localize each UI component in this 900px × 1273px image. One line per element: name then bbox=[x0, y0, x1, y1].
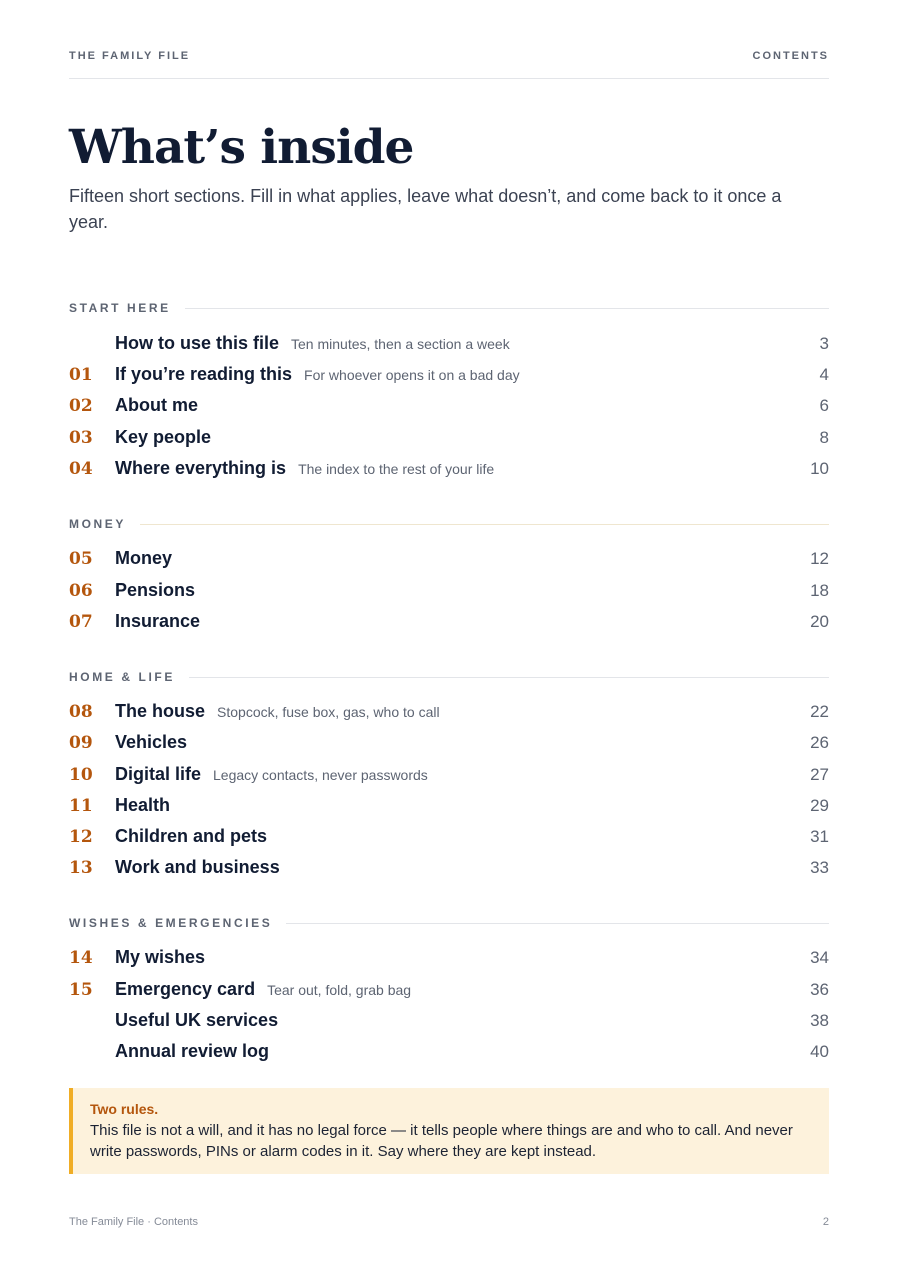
toc-page-number: 3 bbox=[819, 334, 829, 353]
toc-title: My wishes bbox=[115, 947, 206, 967]
toc-entry-children-and-pets[interactable] bbox=[69, 826, 829, 852]
section-label: MONEY bbox=[69, 517, 127, 531]
toc-title: The house bbox=[115, 701, 206, 721]
toc-entry-work-and-business[interactable] bbox=[69, 857, 829, 883]
toc-number: 02 bbox=[69, 396, 93, 416]
toc-number: 15 bbox=[69, 980, 93, 1000]
toc-entry-if-youre-reading-this[interactable] bbox=[69, 364, 829, 390]
intro-text: Fifteen short sections. Fill in what applies, leave what doesn’t, and come back to it once a year. bbox=[69, 186, 782, 232]
toc-title: Digital life bbox=[115, 764, 202, 784]
toc-entry-my-wishes[interactable] bbox=[69, 947, 829, 973]
toc-number: 07 bbox=[69, 612, 93, 632]
toc-number: 13 bbox=[69, 858, 93, 878]
toc-page-number: 38 bbox=[810, 1011, 829, 1030]
toc-title: Pensions bbox=[115, 580, 196, 600]
toc-page-number: 4 bbox=[819, 365, 829, 384]
toc-entry-annual-review-log[interactable] bbox=[69, 1041, 829, 1067]
section-heading-home-and-life bbox=[69, 669, 829, 685]
section-label: START HERE bbox=[69, 301, 171, 315]
toc-title: Where everything is bbox=[115, 458, 287, 478]
toc-entry-where-everything-is[interactable] bbox=[69, 458, 829, 484]
toc-description: The index to the rest of your life bbox=[298, 461, 495, 477]
toc-entry-vehicles[interactable] bbox=[69, 732, 829, 758]
section-divider bbox=[140, 524, 829, 525]
toc-page-number: 6 bbox=[819, 396, 829, 415]
toc-number: 10 bbox=[69, 765, 93, 785]
toc-entry-about-me[interactable] bbox=[69, 395, 829, 421]
callout-body: This file is not a will, and it has no legal force — it tells people where things are and who to call. And never write passwords, PINs or alarm codes in it. Say where they are kept instead. bbox=[90, 1122, 793, 1160]
toc-page-number: 20 bbox=[810, 612, 829, 631]
header-divider bbox=[69, 78, 829, 79]
toc-entry-emergency-card[interactable] bbox=[69, 979, 829, 1005]
toc-page-number: 22 bbox=[810, 702, 829, 721]
page-title: What’s inside bbox=[69, 120, 414, 175]
section-label: WISHES & EMERGENCIES bbox=[69, 916, 273, 930]
header-document-name: THE FAMILY FILE bbox=[69, 50, 191, 62]
section-heading-wishes-and-emergencies bbox=[69, 915, 829, 931]
toc-page-number: 10 bbox=[810, 459, 829, 478]
toc-title: About me bbox=[115, 395, 198, 415]
toc-title: If you’re reading this bbox=[115, 364, 293, 384]
toc-title: Annual review log bbox=[115, 1041, 270, 1061]
toc-title: How to use this file bbox=[115, 333, 280, 353]
toc-entry-useful-uk-services[interactable] bbox=[69, 1010, 829, 1036]
toc-entry-health[interactable] bbox=[69, 795, 829, 821]
toc-description: Ten minutes, then a section a week bbox=[291, 336, 510, 352]
toc-number: 14 bbox=[69, 948, 93, 968]
toc-description: Tear out, fold, grab bag bbox=[267, 982, 412, 998]
toc-description: Stopcock, fuse box, gas, who to call bbox=[217, 704, 440, 720]
toc-number: 06 bbox=[69, 581, 93, 601]
toc-description: Legacy contacts, never passwords bbox=[213, 767, 428, 783]
running-footer bbox=[69, 1216, 829, 1228]
toc-number: 05 bbox=[69, 549, 93, 569]
toc-number: 08 bbox=[69, 702, 93, 722]
toc-page-number: 36 bbox=[810, 980, 829, 999]
toc-title: Useful UK services bbox=[115, 1010, 279, 1030]
toc-number: 03 bbox=[69, 428, 93, 448]
toc-description: For whoever opens it on a bad day bbox=[304, 367, 520, 383]
toc-page-number: 26 bbox=[810, 733, 829, 752]
toc-page-number: 29 bbox=[810, 796, 829, 815]
toc-title: Vehicles bbox=[115, 732, 188, 752]
section-heading-money bbox=[69, 516, 829, 532]
toc-entry-insurance[interactable] bbox=[69, 611, 829, 637]
toc-title: Children and pets bbox=[115, 826, 268, 846]
footer-document-name: The Family File · Contents bbox=[69, 1216, 198, 1228]
callout-title: Two rules. bbox=[90, 1101, 159, 1117]
toc-entry-money[interactable] bbox=[69, 548, 829, 574]
toc-title: Key people bbox=[115, 427, 212, 447]
toc-page-number: 33 bbox=[810, 858, 829, 877]
toc-page-number: 8 bbox=[819, 428, 829, 447]
section-heading-start-here bbox=[69, 300, 829, 316]
toc-number: 09 bbox=[69, 733, 93, 753]
footer-page-number: 2 bbox=[822, 1216, 829, 1228]
toc-page-number: 34 bbox=[810, 948, 829, 967]
toc-number: 04 bbox=[69, 459, 93, 479]
toc-entry-key-people[interactable] bbox=[69, 427, 829, 453]
running-header bbox=[69, 50, 829, 62]
toc-title: Money bbox=[115, 548, 173, 568]
toc-page-number: 31 bbox=[810, 827, 829, 846]
section-divider bbox=[189, 677, 829, 678]
toc-page-number: 18 bbox=[810, 581, 829, 600]
toc-page-number: 27 bbox=[810, 765, 829, 784]
toc-number: 12 bbox=[69, 827, 93, 847]
toc-title: Health bbox=[115, 795, 171, 815]
toc-entry-digital-life[interactable] bbox=[69, 764, 829, 790]
section-label: HOME & LIFE bbox=[69, 670, 175, 684]
section-divider bbox=[286, 923, 829, 924]
toc-entry-pensions[interactable] bbox=[69, 580, 829, 606]
header-section-name: CONTENTS bbox=[752, 50, 829, 62]
two-rules-callout bbox=[69, 1088, 829, 1174]
toc-number: 11 bbox=[69, 796, 93, 816]
toc-page-number: 40 bbox=[810, 1042, 829, 1061]
toc-entry-the-house[interactable] bbox=[69, 701, 829, 727]
section-divider bbox=[185, 308, 829, 309]
toc-title: Work and business bbox=[115, 857, 280, 877]
toc-number: 01 bbox=[69, 365, 93, 385]
toc-title: Emergency card bbox=[115, 979, 256, 999]
toc-title: Insurance bbox=[115, 611, 201, 631]
toc-page-number: 12 bbox=[810, 549, 829, 568]
toc-entry-how-to-use[interactable] bbox=[69, 333, 829, 359]
